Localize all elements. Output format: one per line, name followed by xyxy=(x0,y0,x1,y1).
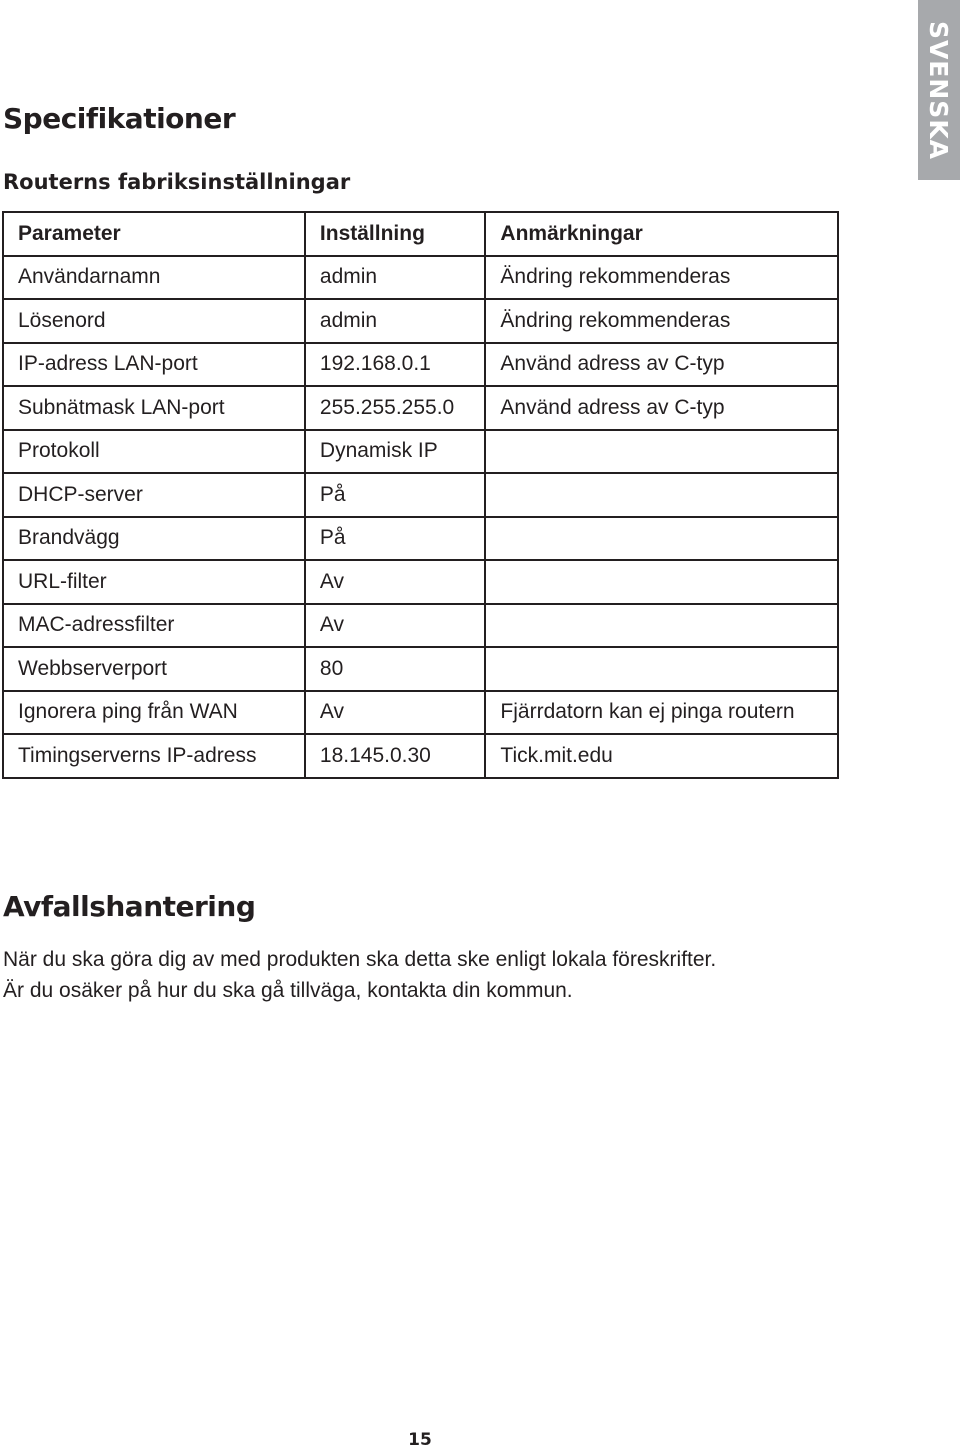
table-row xyxy=(3,517,838,561)
cell-setting: Av xyxy=(305,691,486,735)
cell-parameter: Timingserverns IP-adress xyxy=(3,734,305,778)
specifications-title: Specifikationer xyxy=(3,102,236,135)
table-row xyxy=(3,691,838,735)
cell-parameter: Ignorera ping från WAN xyxy=(3,691,305,735)
cell-setting: admin xyxy=(305,256,486,300)
table-row xyxy=(3,647,838,691)
cell-setting: 18.145.0.30 xyxy=(305,734,486,778)
page-number: 15 xyxy=(408,1430,432,1450)
factory-settings-subtitle: Routerns fabriksinställningar xyxy=(3,170,351,194)
cell-setting: 192.168.0.1 xyxy=(305,343,486,387)
cell-setting: Av xyxy=(305,560,486,604)
cell-setting: 255.255.255.0 xyxy=(305,386,486,430)
cell-remarks xyxy=(485,560,838,604)
cell-remarks: Använd adress av C-typ xyxy=(485,386,838,430)
cell-remarks: Använd adress av C-typ xyxy=(485,343,838,387)
cell-parameter: Protokoll xyxy=(3,430,305,474)
cell-setting: På xyxy=(305,517,486,561)
cell-parameter: Användarnamn xyxy=(3,256,305,300)
language-tab-label: SVENSKA xyxy=(924,20,954,160)
cell-parameter: URL-filter xyxy=(3,560,305,604)
cell-parameter: Lösenord xyxy=(3,299,305,343)
cell-remarks: Ändring rekommenderas xyxy=(485,256,838,300)
table-row xyxy=(3,299,838,343)
cell-parameter: DHCP-server xyxy=(3,473,305,517)
waste-disposal-text xyxy=(3,944,716,1006)
cell-setting: Av xyxy=(305,604,486,648)
cell-setting: På xyxy=(305,473,486,517)
cell-remarks xyxy=(485,430,838,474)
cell-setting: admin xyxy=(305,299,486,343)
table-row xyxy=(3,386,838,430)
cell-parameter: Subnätmask LAN-port xyxy=(3,386,305,430)
cell-parameter: Webbserverport xyxy=(3,647,305,691)
cell-setting: 80 xyxy=(305,647,486,691)
cell-remarks: Fjärrdatorn kan ej pinga routern xyxy=(485,691,838,735)
waste-disposal-line: När du ska göra dig av med produkten ska detta ske enligt lokala föreskrifter. xyxy=(3,948,717,971)
cell-remarks xyxy=(485,473,838,517)
cell-setting: Dynamisk IP xyxy=(305,430,486,474)
waste-disposal-title: Avfallshantering xyxy=(3,890,256,923)
table-row xyxy=(3,256,838,300)
cell-remarks xyxy=(485,647,838,691)
cell-parameter: IP-adress LAN-port xyxy=(3,343,305,387)
header-parameter: Parameter xyxy=(3,212,305,256)
cell-remarks xyxy=(485,517,838,561)
waste-disposal-line: Är du osäker på hur du ska gå tillväga, kontakta din kommun. xyxy=(3,979,573,1002)
cell-remarks: Tick.mit.edu xyxy=(485,734,838,778)
cell-remarks: Ändring rekommenderas xyxy=(485,299,838,343)
table-row xyxy=(3,734,838,778)
language-tab xyxy=(918,0,960,180)
cell-remarks xyxy=(485,604,838,648)
table-row xyxy=(3,560,838,604)
table-header-row xyxy=(3,212,838,256)
cell-parameter: Brandvägg xyxy=(3,517,305,561)
table-row xyxy=(3,473,838,517)
cell-parameter: MAC-adressfilter xyxy=(3,604,305,648)
header-setting: Inställning xyxy=(305,212,486,256)
factory-settings-table xyxy=(2,211,839,779)
table-row xyxy=(3,430,838,474)
header-remarks: Anmärkningar xyxy=(485,212,838,256)
table-row xyxy=(3,343,838,387)
table-row xyxy=(3,604,838,648)
